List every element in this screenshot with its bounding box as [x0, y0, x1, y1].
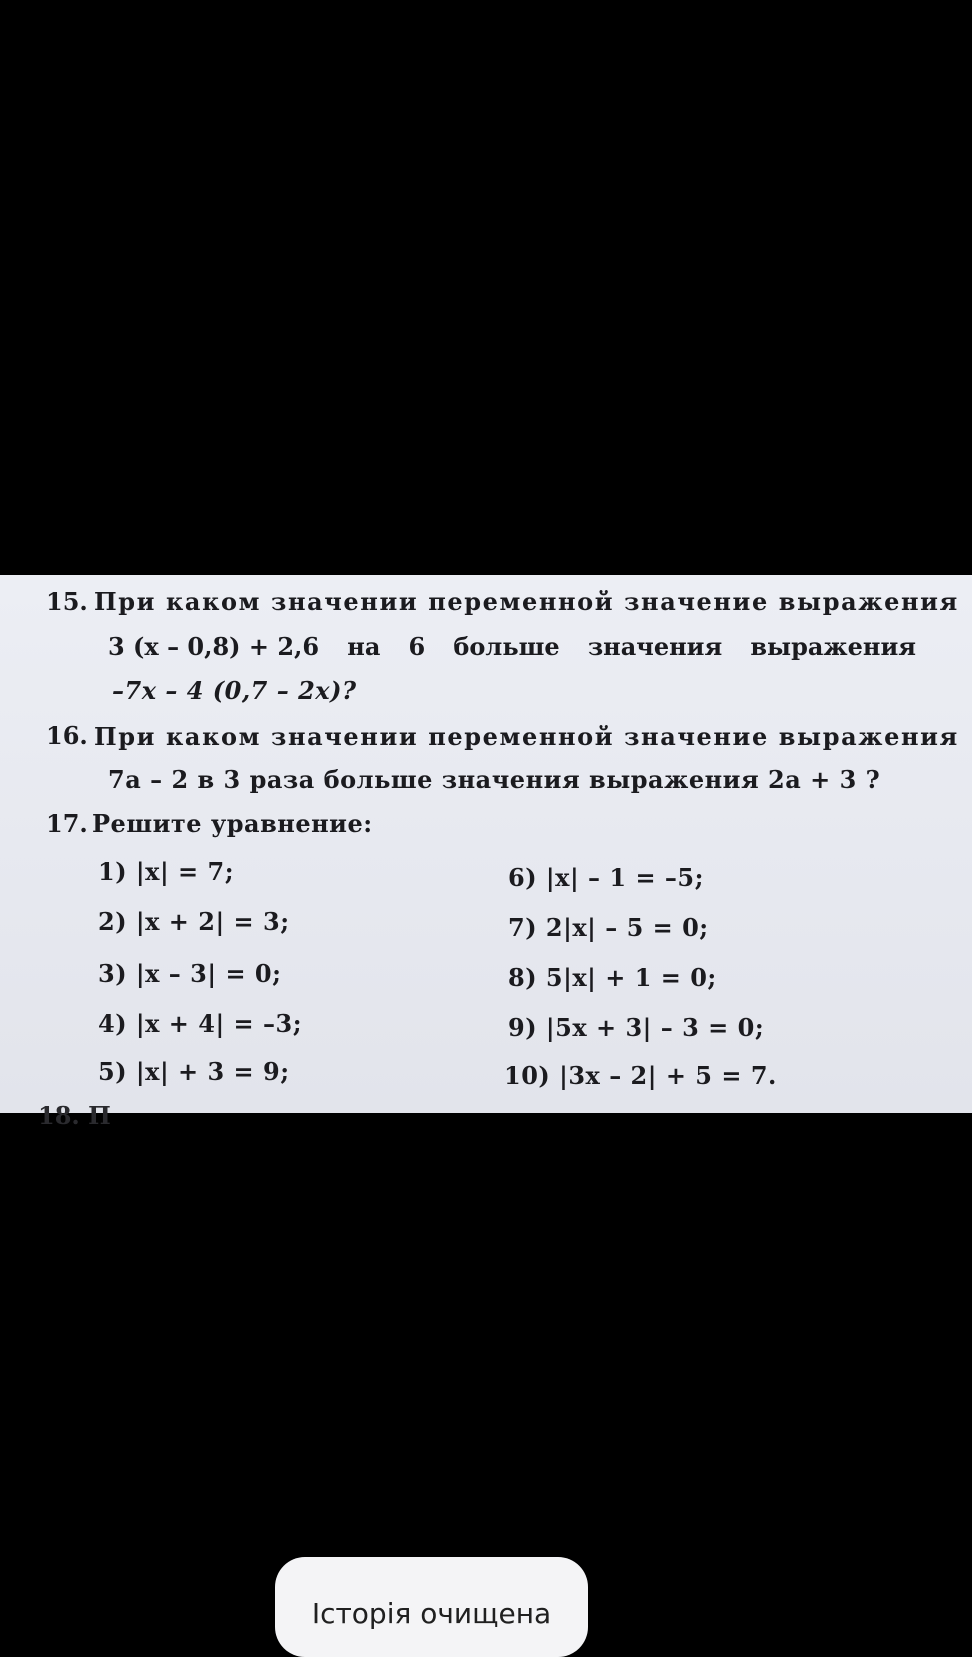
problem-16-line-1: При каком значении переменной значение выражения [94, 722, 959, 751]
problem-17-number: 17. [46, 809, 88, 838]
equation-9: 9) |5x + 3| – 3 = 0; [508, 1013, 765, 1042]
problem-16-number: 16. [46, 721, 88, 750]
equation-5: 5) |x| + 3 = 9; [98, 1057, 290, 1086]
problem-15-line-2 [108, 632, 916, 661]
equation-2: 2) |x + 2| = 3; [98, 907, 290, 936]
problem-15-word-znacheniya: значения [587, 632, 723, 661]
problem-17-title: Решите уравнение: [92, 809, 373, 838]
problem-15-line-3: –7x – 4 (0,7 – 2x)? [112, 676, 357, 705]
problem-15-word-na: на [347, 632, 381, 661]
problem-15-expression-1: 3 (x – 0,8) + 2,6 [108, 632, 320, 661]
toast-message: Історія очищена [311, 1597, 552, 1630]
equation-3: 3) |x – 3| = 0; [98, 959, 282, 988]
problem-15-number: 15. [46, 587, 88, 616]
equation-10: 10) |3x – 2| + 5 = 7. [504, 1061, 777, 1090]
problem-18-cutoff: 18. П [38, 1101, 111, 1130]
problem-15-word-vyrazheniya: выражения [750, 632, 916, 661]
textbook-page [0, 575, 972, 1130]
equation-6: 6) |x| – 1 = –5; [508, 863, 704, 892]
equation-7: 7) 2|x| – 5 = 0; [508, 913, 709, 942]
problem-15-line-1: При каком значении переменной значение выражения [94, 587, 959, 616]
problem-15-word-6: 6 [408, 632, 426, 661]
problem-16-line-2: 7a – 2 в 3 раза больше значения выражения 2a + 3 ? [108, 765, 881, 794]
equation-1: 1) |x| = 7; [98, 857, 235, 886]
equation-4: 4) |x + 4| = –3; [98, 1009, 303, 1038]
toast-notification [275, 1557, 588, 1657]
problem-15-word-bolshe: больше [453, 632, 560, 661]
equation-8: 8) 5|x| + 1 = 0; [508, 963, 717, 992]
